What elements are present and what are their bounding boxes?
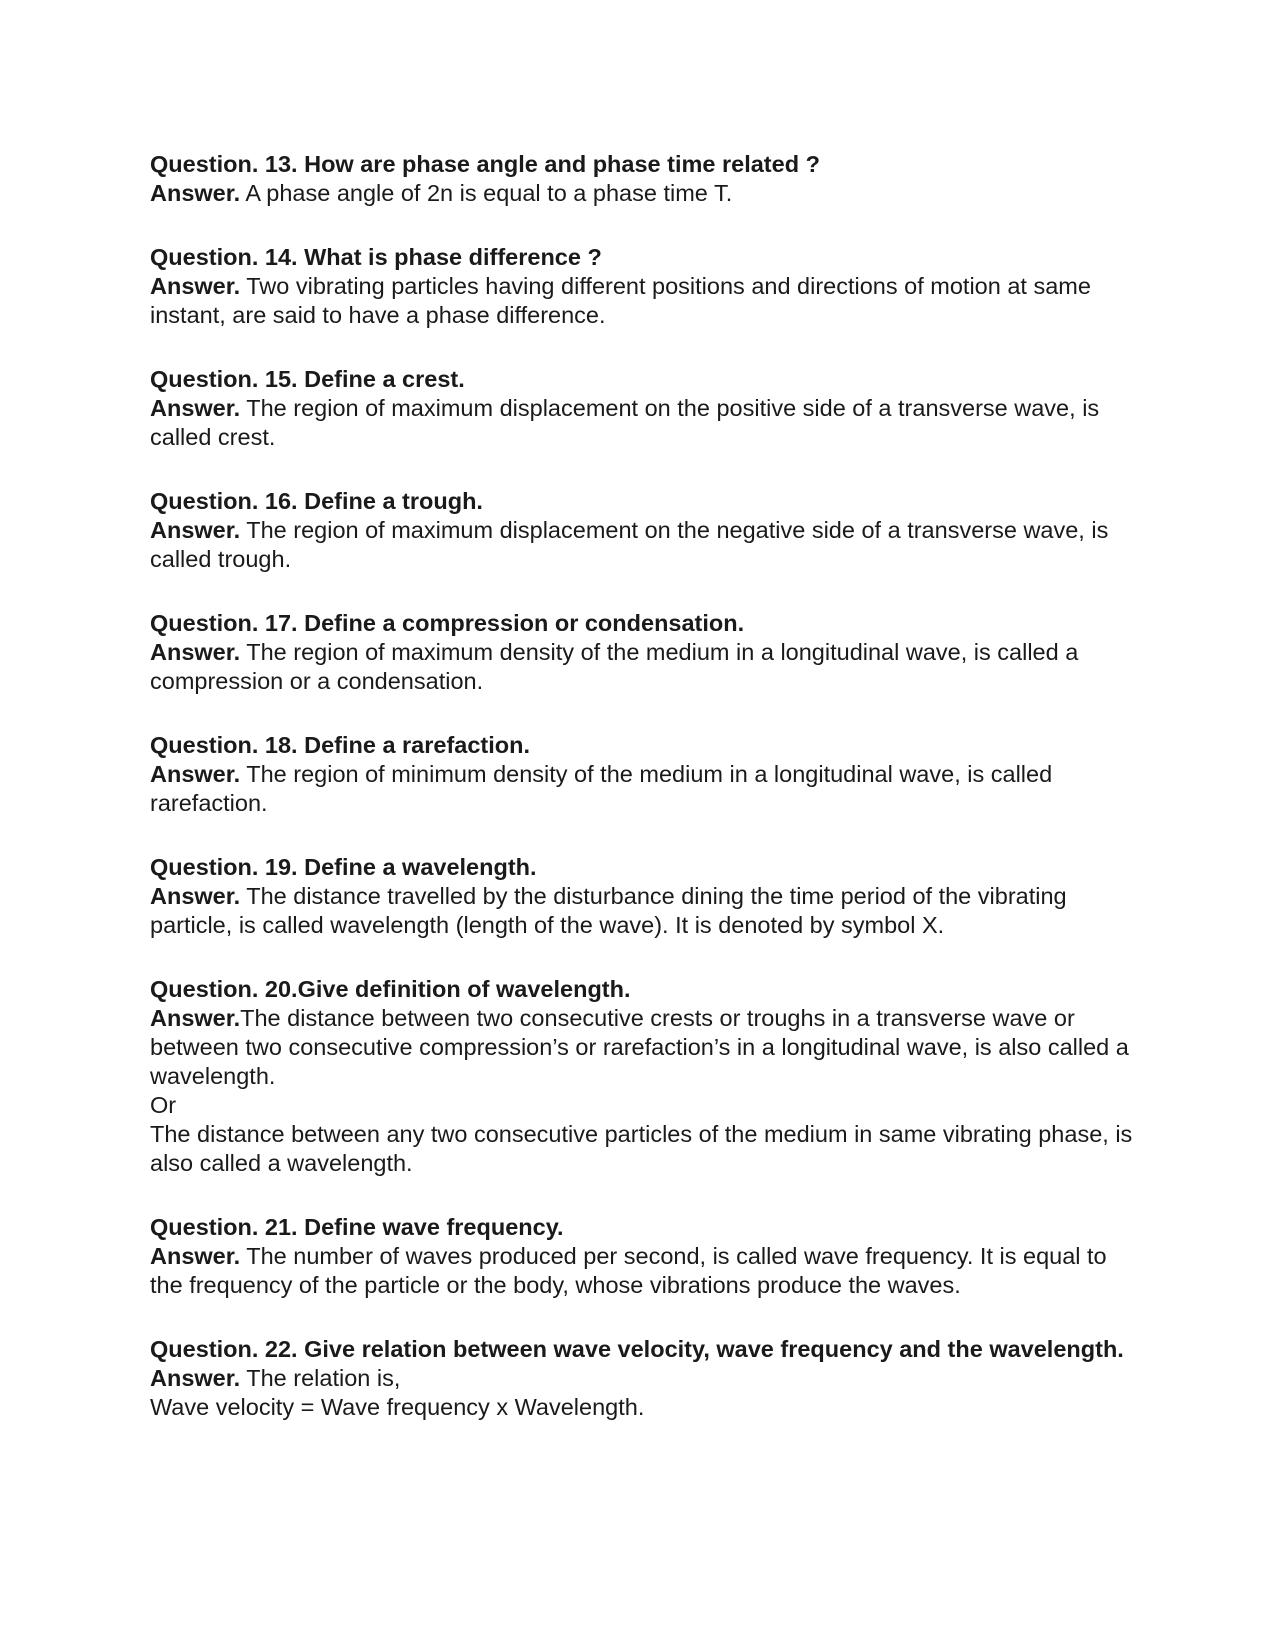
answer-22	[150, 1364, 1140, 1393]
question-16: Question. 16. Define a trough.	[150, 488, 483, 514]
answer-19	[150, 882, 1140, 940]
answer-text: The relation is,	[240, 1365, 401, 1391]
qa-item-20	[150, 975, 1140, 1178]
qa-item-16	[150, 487, 1140, 574]
question-19: Question. 19. Define a wavelength.	[150, 854, 537, 880]
question-14: Question. 14. What is phase difference ?	[150, 244, 602, 270]
answer-text: The region of maximum density of the medium in a longitudinal wave, is called a compression or a condensation.	[150, 639, 1079, 694]
answer-alternate-definition: The distance between any two consecutive particles of the medium in same vibrating phase, is also called a wavelength.	[150, 1121, 1133, 1176]
answer-text: The number of waves produced per second, is called wave frequency. It is equal to the frequency of the particle or the body, whose vibrations produce the waves.	[150, 1243, 1107, 1298]
answer-text: A phase angle of 2n is equal to a phase time T.	[240, 180, 733, 206]
answer-13	[150, 179, 1140, 208]
answer-label: Answer.	[150, 883, 241, 909]
question-17: Question. 17. Define a compression or condensation.	[150, 610, 745, 636]
answer-or-separator: Or	[150, 1092, 177, 1118]
answer-label: Answer.	[150, 1005, 241, 1031]
answer-text: Two vibrating particles having different positions and directions of motion at same instant, are said to have a phase difference.	[150, 273, 1091, 328]
answer-formula: Wave velocity = Wave frequency x Wavelength.	[150, 1394, 645, 1420]
answer-14	[150, 272, 1140, 330]
question-18: Question. 18. Define a rarefaction.	[150, 732, 531, 758]
answer-label: Answer.	[150, 517, 241, 543]
answer-15	[150, 394, 1140, 452]
answer-label: Answer.	[150, 180, 241, 206]
answer-label: Answer.	[150, 1365, 241, 1391]
qa-item-22	[150, 1335, 1140, 1422]
qa-item-13	[150, 150, 1140, 208]
answer-label: Answer.	[150, 273, 241, 299]
qa-item-15	[150, 365, 1140, 452]
answer-text: The distance between two consecutive crests or troughs in a transverse wave or between two consecutive compression’s or rarefaction’s in a longitudinal wave, is also called a wavelength.	[150, 1005, 1129, 1089]
answer-text: The region of maximum displacement on the negative side of a transverse wave, is called trough.	[150, 517, 1109, 572]
answer-label: Answer.	[150, 761, 241, 787]
document-page	[150, 150, 1140, 1457]
answer-21	[150, 1242, 1140, 1300]
answer-text: The distance travelled by the disturbance dining the time period of the vibrating particle, is called wavelength (length of the wave). It is denoted by symbol X.	[150, 883, 1067, 938]
question-20: Question. 20.Give definition of wavelength.	[150, 976, 631, 1002]
question-13: Question. 13. How are phase angle and phase time related ?	[150, 151, 820, 177]
qa-item-19	[150, 853, 1140, 940]
answer-label: Answer.	[150, 395, 241, 421]
answer-20	[150, 1004, 1140, 1091]
qa-item-18	[150, 731, 1140, 818]
question-22: Question. 22. Give relation between wave velocity, wave frequency and the wavelength.	[150, 1336, 1124, 1362]
answer-16	[150, 516, 1140, 574]
question-15: Question. 15. Define a crest.	[150, 366, 465, 392]
qa-item-21	[150, 1213, 1140, 1300]
answer-17	[150, 638, 1140, 696]
question-21: Question. 21. Define wave frequency.	[150, 1214, 564, 1240]
answer-label: Answer.	[150, 1243, 241, 1269]
answer-18	[150, 760, 1140, 818]
qa-item-14	[150, 243, 1140, 330]
qa-item-17	[150, 609, 1140, 696]
answer-text: The region of minimum density of the medium in a longitudinal wave, is called rarefaction.	[150, 761, 1053, 816]
answer-text: The region of maximum displacement on the positive side of a transverse wave, is called crest.	[150, 395, 1100, 450]
answer-label: Answer.	[150, 639, 241, 665]
